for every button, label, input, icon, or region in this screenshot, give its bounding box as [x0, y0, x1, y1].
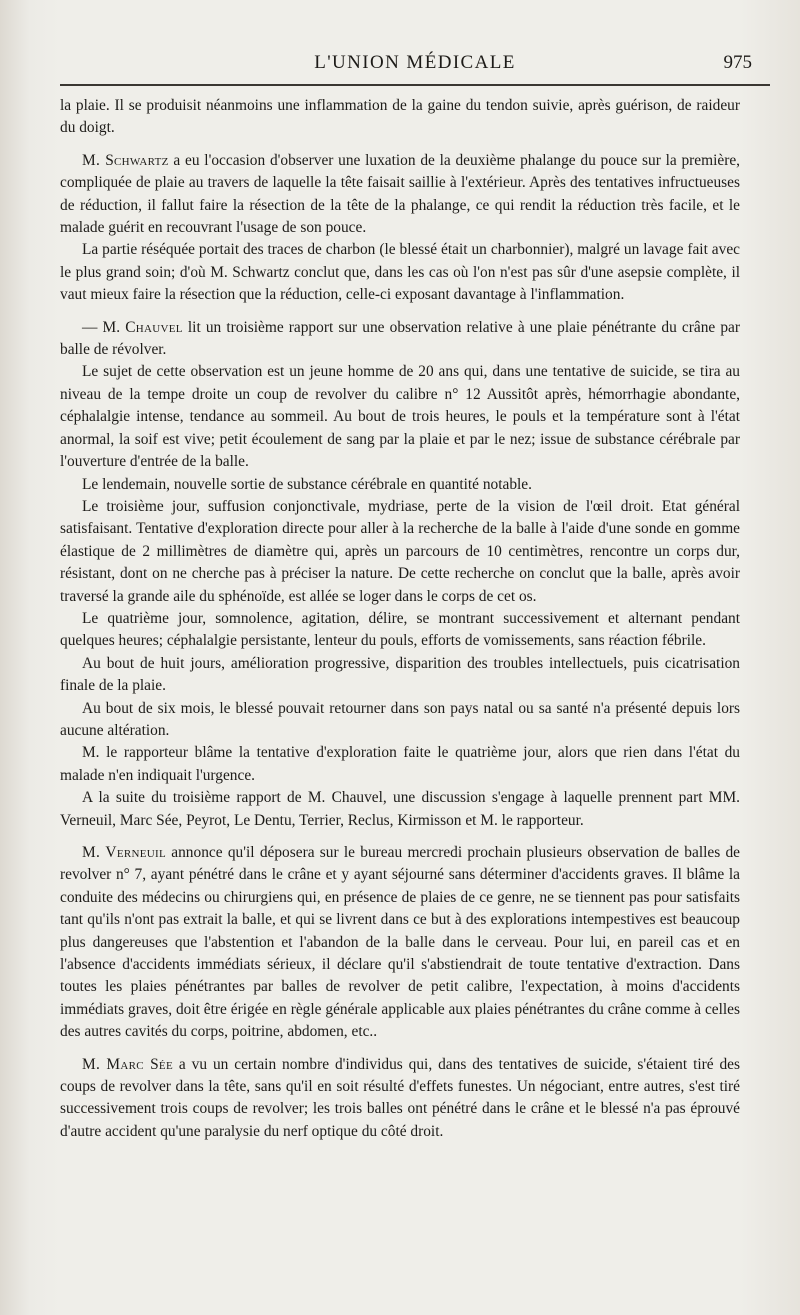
- paragraph: [60, 95, 740, 140]
- article-body: [60, 95, 740, 1143]
- header-rule: [60, 84, 770, 86]
- paragraph-text: Au bout de huit jours, amélioration progressive, disparition des troubles intellectuels, puis cicatrisation finale de la plaie.: [60, 654, 740, 695]
- paragraph-text: Le quatrième jour, somnolence, agitation, délire, se montrant successivement et alternant pendant quelques heures; céphalalgie persistante, lenteur du pouls, efforts de vomissements, sans réaction fébrile.: [60, 609, 740, 650]
- paragraph: [60, 1054, 740, 1144]
- paragraph-text: lit un troisième rapport sur une observation relative à une plaie pénétrante du crâne par balle de révolver.: [60, 318, 740, 359]
- speaker-name: M. Schwartz: [82, 151, 169, 169]
- paragraph-text: Le lendemain, nouvelle sortie de substance cérébrale en quantité notable.: [82, 475, 532, 493]
- paragraph: [60, 317, 740, 362]
- paragraph: [60, 698, 740, 743]
- paragraph-text: Au bout de six mois, le blessé pouvait retourner dans son pays natal ou sa santé n'a présenté depuis lors aucune altération.: [60, 699, 740, 739]
- paragraph-text: a eu l'occasion d'observer une luxation de la deuxième phalange du pouce sur la première, compliquée de plaie au travers de laquelle la tête faisait saillie à l'extérieur. Après des tentatives infructueuses de réduction, il fallut faire la résection de la tête de la phalange, ce qui rendit la réduction très facile, et le malade guérit en recouvrant l'usage de son pouce.: [60, 151, 740, 237]
- paragraph: [60, 474, 740, 496]
- paragraph-text: La partie réséquée portait des traces de charbon (le blessé était un charbonnier), malgré un lavage fait avec le plus grand soin; d'où M. Schwartz conclut que, dans les cas où l'on n'est pas sûr d'une asepsie complète, il vaut mieux faire la résection que la réduction, celle-ci exposant davantage à l'inflammation.: [60, 241, 740, 304]
- speaker-name: M. Verneuil: [82, 844, 166, 861]
- paragraph: [60, 496, 740, 608]
- paragraph-prefix: — M.: [82, 318, 126, 336]
- paragraph-text: M. le rapporteur blâme la tentative d'exploration faite le quatrième jour, alors que rien dans l'état du malade n'en indiquait l'urgence.: [60, 744, 740, 784]
- speaker-name: Chauvel: [125, 318, 183, 336]
- running-title: L'UNION MÉDICALE: [314, 52, 516, 73]
- paragraph: [60, 361, 740, 473]
- speaker-name: M. Marc Sée: [82, 1055, 173, 1073]
- paragraph: [60, 787, 740, 832]
- paragraph: [60, 842, 740, 1044]
- paragraph-text: annonce qu'il déposera sur le bureau mercredi prochain plusieurs observation de balles de revolver n° 7, ayant pénétré dans le crâne et y ayant séjourné sans déterminer d'accidents graves. Il blâme la conduite des médecins ou chirurgiens qui, en présence de plaies de ce genre, ne se tiennent pas pour satisfaits tant qu'ils n'ont pas extrait la balle, et qui se livrent dans ce but à des explorations intempestives est beaucoup plus dangereuses que l'abstention et l'abandon de la balle dans le cerveau. Pour lui, en pareil cas et en l'absence d'accidents immédiats sérieux, il déclare qu'il s'abstiendrait de toute tentative d'extraction. Dans toutes les plaies pénétrantes par balles de revolver de petit calibre, l'expectation, à moins d'accidents immédiats graves, doit être érigée en règle générale applicable aux plaies pénétrantes du crâne comme à celles des autres cavités du corps, poitrine, abdomen, etc..: [60, 844, 740, 1041]
- paragraph-text: Le sujet de cette observation est un jeune homme de 20 ans qui, dans une tentative de suicide, se tira au niveau de la tempe droite un coup de revolver du calibre n° 12 Aussitôt après, hémorrhagie abondante, céphalalgie intense, tendance au sommeil. Au bout de trois heures, le pouls et la température sont à l'état anormal, la soif est vive; petit écoulement de sang par la plaie et par le nez; issue de substance cérébrale par l'ouverture d'entrée de la balle.: [60, 363, 740, 471]
- paragraph: [60, 239, 740, 306]
- paragraph: [60, 742, 740, 787]
- paragraph-text: la plaie. Il se produisit néanmoins une inflammation de la gaine du tendon suivie, après guérison, de raideur du doigt.: [60, 97, 740, 137]
- paragraph-text: a vu un certain nombre d'individus qui, dans des tentatives de suicide, s'étaient tiré des coups de revolver dans la tête, sans qu'il en soit résulté d'effets funestes. Un négociant, entre autres, s'est tiré successivement trois coups de revolver; les trois balles ont pénétré dans le crâne et le blessé n'a pas éprouvé d'autre accident qu'une paralysie du nerf optique du côté droit.: [60, 1055, 741, 1140]
- paragraph: [60, 653, 740, 698]
- paragraph-text: A la suite du troisième rapport de M. Chauvel, une discussion s'engage à laquelle prennent part MM. Verneuil, Marc Sée, Peyrot, Le Dentu, Terrier, Reclus, Kirmisson et M. le rapporteur.: [60, 789, 740, 829]
- page-header: [60, 50, 770, 82]
- paragraph: [60, 608, 740, 653]
- paragraph: [60, 150, 740, 240]
- page-number: 975: [723, 52, 752, 73]
- paragraph-text: Le troisième jour, suffusion conjonctivale, mydriase, perte de la vision de l'œil droit. Etat général satisfaisant. Tentative d'exploration directe pour aller à la recherche de la balle à l'aide d'une sonde en gomme élastique de 2 millimètres de diamètre qui, après un parcours de 10 centimètres, rencontre un corps dur, résistant, dont on ne cherche pas à préciser la nature. De cette recherche on conclut que la balle, après avoir traversé la grande aile du sphénoïde, est allée se loger dans le corps de cet os.: [60, 497, 740, 605]
